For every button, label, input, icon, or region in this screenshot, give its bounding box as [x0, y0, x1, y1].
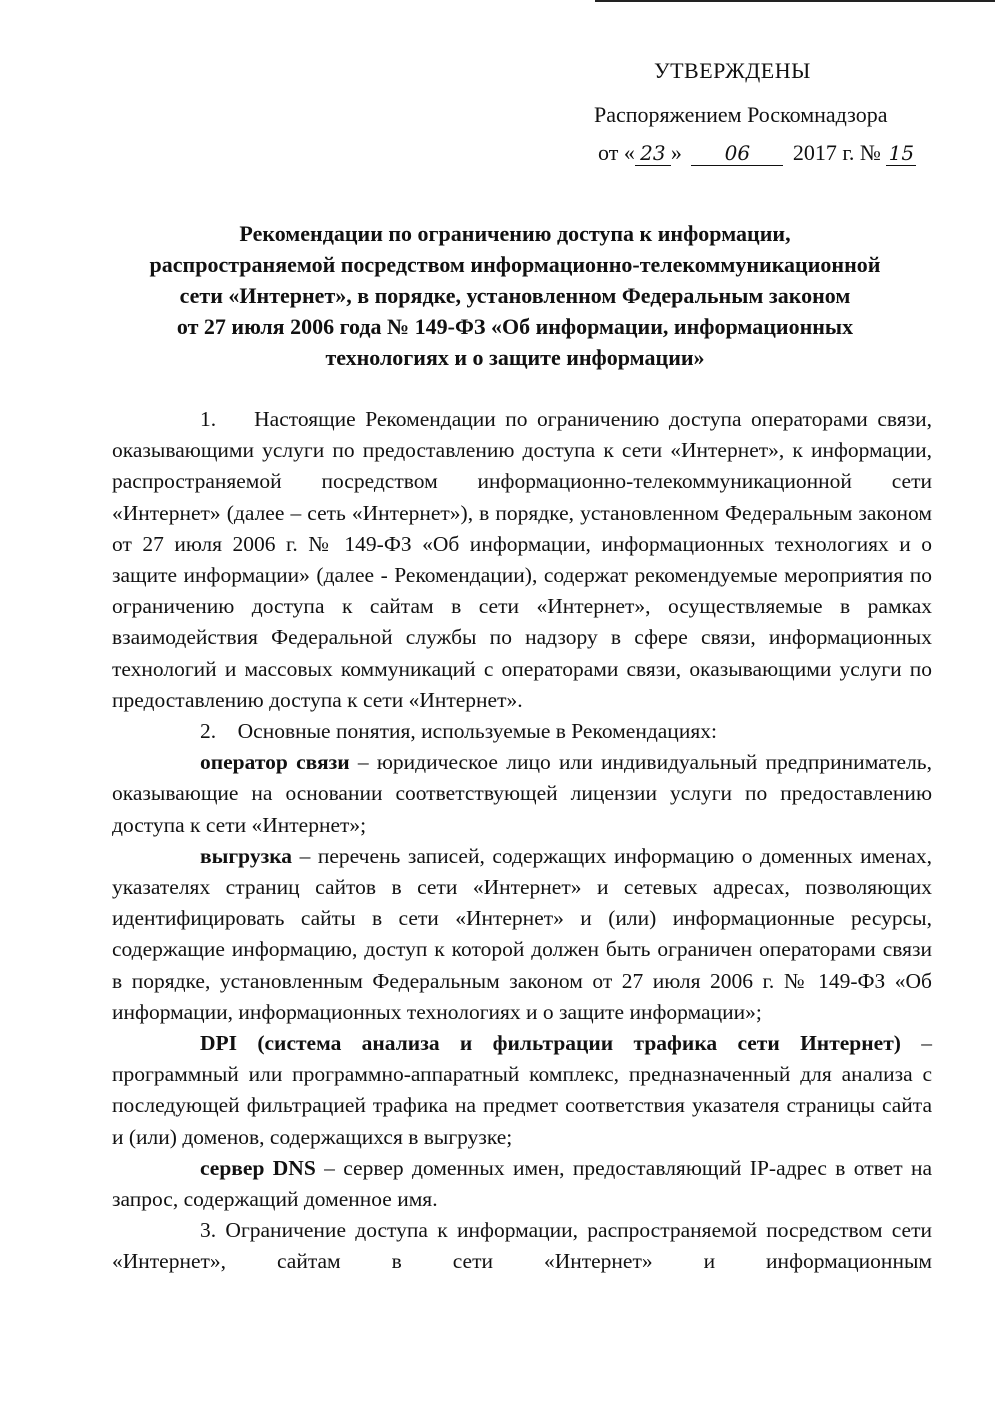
- title-line: Рекомендации по ограничению доступа к информации,: [239, 221, 791, 246]
- document-title: [120, 218, 910, 373]
- year-text: 2017 г. №: [792, 140, 881, 165]
- approval-heading: УТВЕРЖДЕНЫ: [654, 58, 811, 83]
- definition-text: – сервер доменных имен, предоставляющий IP-адрес в ответ на запрос, содержащий доменное имя.: [112, 1155, 932, 1212]
- term-dns: сервер DNS: [200, 1155, 316, 1180]
- definition-upload: [112, 841, 932, 1028]
- definition-text: – программный или программно-аппаратный комплекс, предназначенный для анализа с последующей фильтрацией трафика на предмет соответствия указателя страницы сайта и (или) доменов, содержащихся в выгрузке;: [112, 1031, 932, 1149]
- term-upload: выгрузка: [200, 843, 293, 868]
- document-body: [112, 404, 932, 1278]
- handwritten-number: 15: [886, 141, 916, 166]
- title-line: распространяемой посредством информационно-телекоммуникационной: [149, 252, 881, 277]
- handwritten-month: 06: [691, 141, 783, 166]
- approval-by: Распоряжением Роскомнадзора: [594, 102, 888, 127]
- term-dpi: DPI (система анализа и фильтрации трафика сети Интернет): [200, 1031, 901, 1056]
- handwritten-day: 23: [635, 141, 671, 166]
- title-line: сети «Интернет», в порядке, установленном Федеральным законом: [179, 283, 851, 308]
- paragraph-3: 3. Ограничение доступа к информации, распространяемой посредством сети «Интернет», сайтам в сети «Интернет» и информационным: [112, 1218, 932, 1274]
- scan-edge-line: [595, 0, 995, 2]
- approval-date-line: [598, 140, 916, 166]
- title-line: от 27 июля 2006 года № 149-ФЗ «Об информации, информационных: [176, 314, 854, 339]
- title-line: технологиях и о защите информации»: [325, 345, 705, 370]
- definition-dns: [112, 1153, 932, 1215]
- definition-dpi: [112, 1028, 932, 1153]
- term-operator: оператор связи: [200, 750, 350, 775]
- definition-operator: [112, 747, 932, 841]
- date-mid: »: [670, 140, 682, 165]
- paragraph-1: 1. Настоящие Рекомендации по ограничению доступа операторами связи, оказывающими услуги по предоставлению доступа к сети «Интернет», к информации, распространяемой посредством информационно-телекоммуникационной сети «Интернет» (далее – сеть «Интернет»), в порядке, установленном Федеральным законом от 27 июля 2006 г. № 149-ФЗ «Об информации, информационных технологиях и о защите информации» (далее - Рекомендации), содержат рекомендуемые мероприятия по ограничению доступа к сайтам в сети «Интернет», осуществляемые в рамках взаимодействия Федеральной службы по надзору в сфере связи, информационных технологий и массовых коммуникаций с операторами связи, оказывающими услуги по предоставлению доступа к сети «Интернет».: [112, 407, 932, 712]
- definition-text: – перечень записей, содержащих информацию о доменных именах, указателях страниц сайтов в сети «Интернет» и сетевых адресах, позволяющих идентифицировать сайты в сети «Интернет» и (или) информационные ресурсы, содержащие информацию, доступ к которой должен быть ограничен операторами связи в порядке, установленным Федеральным законом от 27 июля 2006 г. № 149-ФЗ «Об информации, информационных технологиях и о защите информации»;: [112, 843, 932, 1024]
- definition-text: – юридическое лицо или индивидуальный предприниматель, оказывающие на основании соответствующей лицензии услуги по предоставлению доступа к сети «Интернет»;: [112, 750, 932, 837]
- paragraph-2: 2. Основные понятия, используемые в Рекомендациях:: [200, 719, 717, 744]
- date-prefix: от «: [598, 140, 635, 165]
